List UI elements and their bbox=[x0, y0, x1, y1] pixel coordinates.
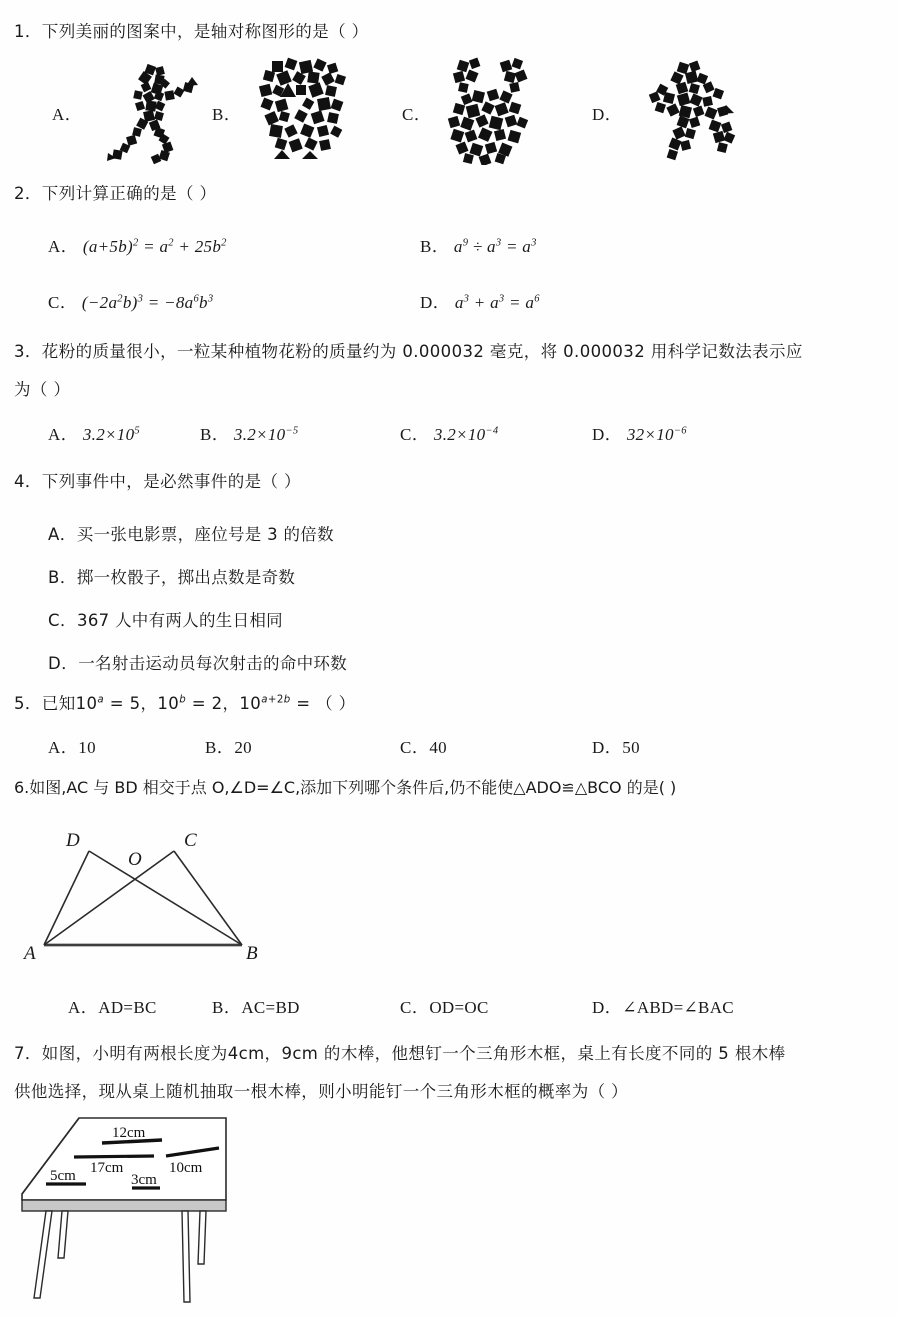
question-2-stem: 2．下列计算正确的是（ ） bbox=[14, 184, 217, 203]
question-2-option-b-expr: $a^9 \div a^3 = a^3$ bbox=[453, 237, 537, 256]
question-3-option-d-label: D． bbox=[592, 425, 623, 444]
mosaic-bunny-symmetric-icon bbox=[440, 55, 540, 165]
question-5-option-d-text: 50 bbox=[622, 738, 640, 757]
question-1-option-d-label: D． bbox=[592, 105, 623, 124]
geo-label-b: B bbox=[246, 943, 258, 963]
geo-label-o: O bbox=[128, 849, 142, 870]
geo-label-d: D bbox=[66, 830, 80, 851]
question-4-option-c bbox=[48, 607, 283, 631]
question-5-option-a-text: 10 bbox=[78, 738, 96, 757]
question-2-option-b bbox=[420, 232, 537, 257]
question-5-option-b-text: 20 bbox=[234, 738, 252, 757]
question-6-option-c bbox=[400, 993, 489, 1018]
stick-label-17cm: 17cm bbox=[90, 1160, 124, 1176]
geo-label-a: A bbox=[24, 943, 36, 963]
table-leg-front-right bbox=[182, 1211, 190, 1302]
question-4-option-d-label: D． bbox=[48, 654, 79, 673]
question-6-option-b-label: B． bbox=[212, 998, 242, 1017]
question-4-option-b-label: B． bbox=[48, 568, 77, 587]
question-4-option-b-text: 掷一枚骰子，掷出点数是奇数 bbox=[76, 568, 296, 587]
stick-label-5cm: 5cm bbox=[50, 1168, 76, 1184]
question-3-option-c-label: C． bbox=[400, 425, 430, 444]
stick-label-10cm: 10cm bbox=[169, 1160, 203, 1176]
table-leg-back-left bbox=[58, 1211, 68, 1258]
question-6-option-b bbox=[212, 993, 300, 1018]
question-1-stem: 1．下列美丽的图案中，是轴对称图形的是（ ） bbox=[14, 22, 369, 41]
stick-label-3cm: 3cm bbox=[131, 1172, 157, 1188]
question-4-option-b bbox=[48, 564, 295, 588]
question-3-option-a bbox=[48, 420, 140, 445]
question-3-stem-line1: 3．花粉的质量很小，一粒某种植物花粉的质量约为 0.000032 毫克，将 0.000032 用科学记数法表示应 bbox=[14, 342, 803, 361]
question-2-option-a-label: A． bbox=[48, 237, 79, 256]
question-2-option-a-expr: $(a+5b)^2 = a^2 + 25b^2$ bbox=[82, 237, 227, 256]
question-1-option-c-label: C． bbox=[402, 105, 432, 124]
question-6-option-c-label: C． bbox=[400, 998, 430, 1017]
question-1-option-a-label: A． bbox=[52, 105, 83, 124]
question-4-option-c-text: 367 人中有两人的生日相同 bbox=[77, 611, 283, 630]
question-3-option-b-label: B． bbox=[200, 425, 230, 444]
question-6-option-a-text: AD=BC bbox=[98, 998, 157, 1017]
question-6-stem: 6.如图,AC 与 BD 相交于点 O,∠D=∠C,添加下列哪个条件后,仍不能使△ADO≌△BCO 的是( ) bbox=[14, 778, 677, 797]
question-4-option-d bbox=[48, 650, 347, 674]
question-1-option-b-label: B． bbox=[212, 105, 242, 124]
question-5-option-c-text: 40 bbox=[429, 738, 447, 757]
stick-label-12cm: 12cm bbox=[112, 1125, 146, 1141]
question-6-triangle-diagram bbox=[14, 828, 284, 968]
question-7-stem-line2: 供他选择，现从桌上随机抽取一根木棒，则小明能钉一个三角形木框的概率为（ ） bbox=[14, 1082, 629, 1101]
question-5-option-b bbox=[205, 733, 252, 758]
question-5-stem: 5．已知$10^a = 5$，$10^b = 2$，$10^{a+2b}$ = （ ） bbox=[14, 694, 356, 713]
question-3-option-d-expr: $32\times 10^{-6}$ bbox=[626, 425, 687, 444]
question-3-option-a-expr: $3.2\times 10^5$ bbox=[82, 425, 140, 444]
question-4-option-c-label: C． bbox=[48, 611, 78, 630]
question-4-option-a bbox=[48, 521, 334, 545]
mosaic-person-with-ball-icon bbox=[634, 55, 744, 165]
question-5-option-a-label: A． bbox=[48, 738, 79, 757]
question-2-option-d-expr: $a^3 + a^3 = a^6$ bbox=[454, 293, 540, 312]
question-4-option-a-label: A． bbox=[48, 525, 77, 544]
question-2-option-a bbox=[48, 232, 227, 257]
mosaic-running-person-icon bbox=[100, 55, 210, 165]
question-5-option-b-label: B． bbox=[205, 738, 235, 757]
question-2-option-b-label: B． bbox=[420, 237, 450, 256]
question-2-option-c bbox=[48, 288, 213, 313]
question-5-option-a bbox=[48, 733, 96, 758]
question-6-option-b-text: AC=BD bbox=[241, 998, 300, 1017]
question-2-option-c-expr: $(-2a^2b)^3 = -8a^6b^3$ bbox=[81, 293, 214, 312]
question-2-option-d bbox=[420, 288, 540, 313]
table-leg-back-right bbox=[198, 1211, 206, 1264]
question-6-option-d bbox=[592, 993, 734, 1018]
question-3-option-d bbox=[592, 420, 687, 445]
question-5-option-c-label: C． bbox=[400, 738, 430, 757]
question-7-stem-line1: 7．如图，小明有两根长度为4cm，9cm 的木棒，他想钉一个三角形木框，桌上有长度不同的 5 根木棒 bbox=[14, 1044, 786, 1063]
question-7-table-figure bbox=[14, 1112, 279, 1317]
question-5-option-d-label: D． bbox=[592, 738, 623, 757]
question-6-option-d-text: ∠ABD=∠BAC bbox=[622, 998, 734, 1017]
question-3-option-b-expr: $3.2\times 10^{-5}$ bbox=[233, 425, 299, 444]
question-3-stem-line2: 为（ ） bbox=[14, 380, 71, 399]
question-6-option-a-label: A． bbox=[68, 998, 99, 1017]
question-5-option-d bbox=[592, 733, 640, 758]
stick-17cm bbox=[74, 1156, 154, 1157]
table-leg-front-left bbox=[34, 1211, 52, 1298]
question-6-option-c-text: OD=OC bbox=[429, 998, 489, 1017]
question-4-option-a-text: 买一张电影票，座位号是 3 的倍数 bbox=[76, 525, 334, 544]
question-4-stem: 4．下列事件中，是必然事件的是（ ） bbox=[14, 472, 301, 491]
question-6-option-d-label: D． bbox=[592, 998, 623, 1017]
question-4-option-d-text: 一名射击运动员每次射击的命中环数 bbox=[78, 654, 348, 673]
question-3-option-a-label: A． bbox=[48, 425, 79, 444]
question-6-option-a bbox=[68, 993, 157, 1018]
question-5-option-c bbox=[400, 733, 447, 758]
geo-label-c: C bbox=[184, 830, 197, 851]
question-3-option-c-expr: $3.2\times 10^{-4}$ bbox=[433, 425, 499, 444]
question-2-option-c-label: C． bbox=[48, 293, 78, 312]
mosaic-abstract-pattern-icon bbox=[252, 55, 362, 165]
question-3-option-b bbox=[200, 420, 298, 445]
question-2-option-d-label: D． bbox=[420, 293, 451, 312]
question-3-option-c bbox=[400, 420, 498, 445]
